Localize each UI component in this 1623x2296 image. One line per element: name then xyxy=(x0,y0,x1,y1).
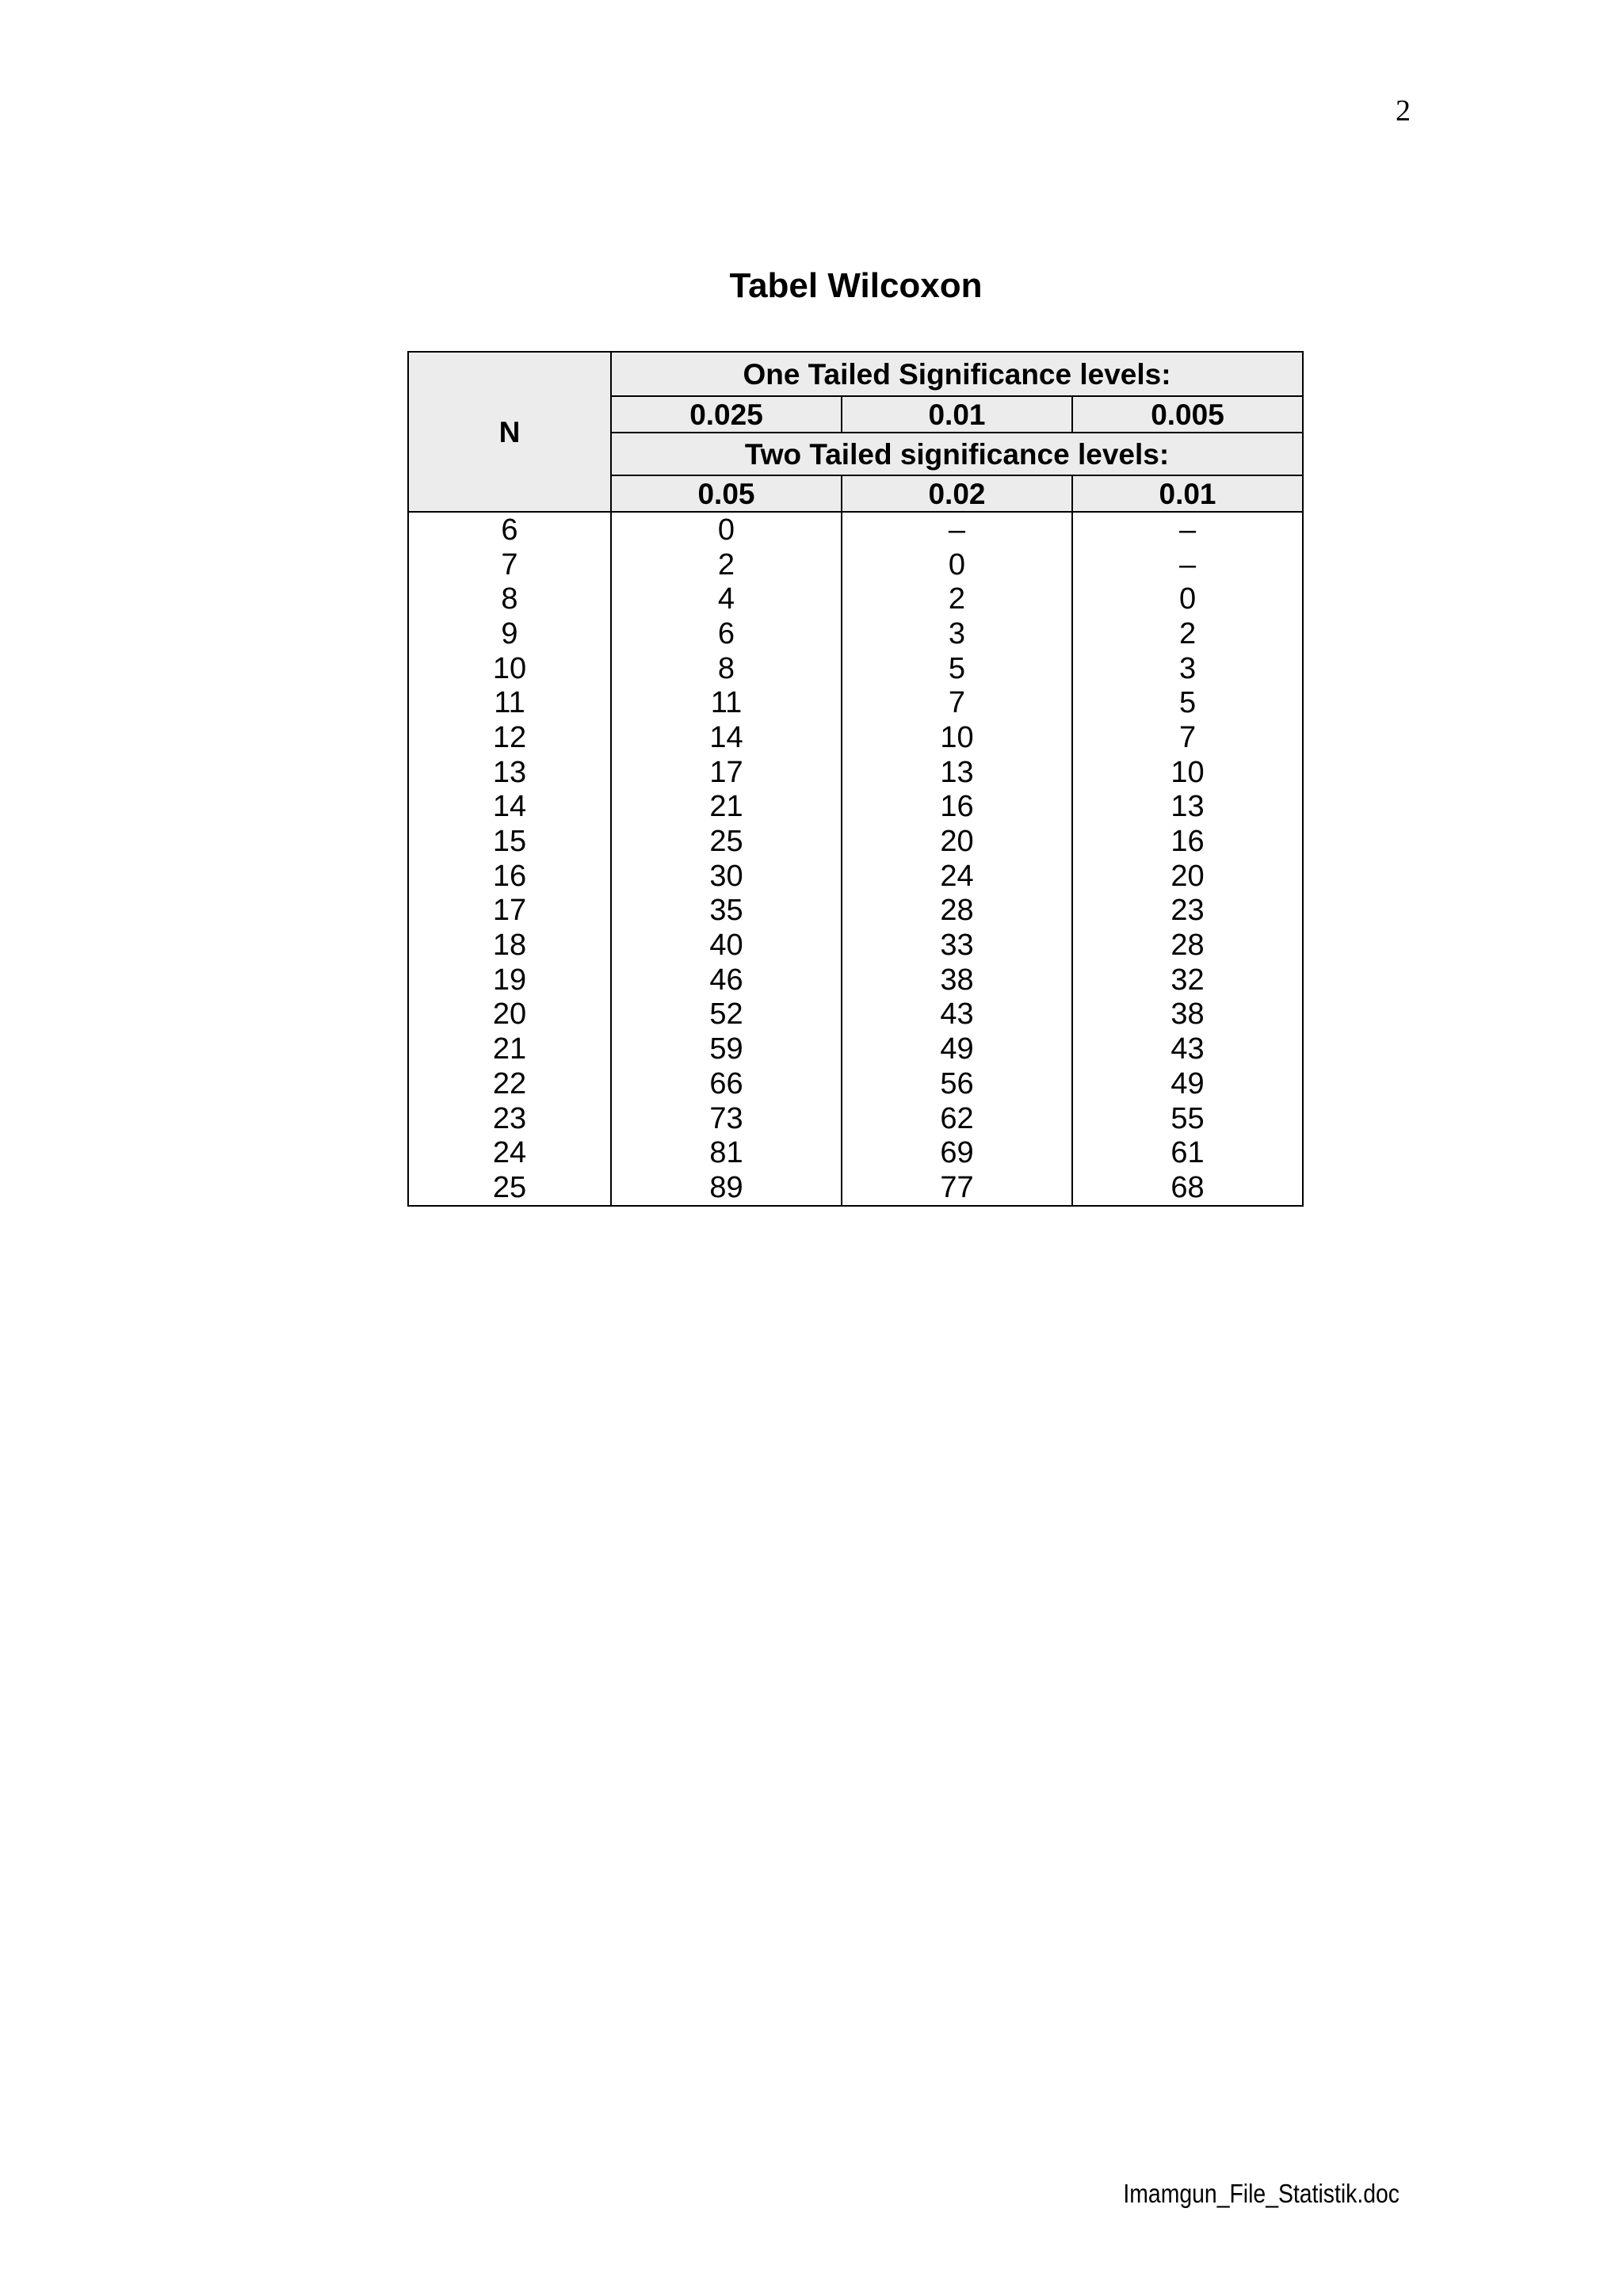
table-row xyxy=(408,616,1303,651)
cell-critical-value: 59 xyxy=(611,1032,842,1066)
cell-critical-value: 66 xyxy=(611,1066,842,1101)
cell-n: 22 xyxy=(408,1066,611,1101)
cell-critical-value: 56 xyxy=(842,1066,1072,1101)
table-row xyxy=(408,859,1303,894)
cell-critical-value: – xyxy=(842,512,1072,547)
cell-critical-value: 69 xyxy=(842,1135,1072,1170)
cell-critical-value: 43 xyxy=(1072,1032,1303,1066)
cell-critical-value: 7 xyxy=(1072,720,1303,755)
cell-critical-value: 16 xyxy=(842,790,1072,825)
cell-critical-value: 5 xyxy=(1072,685,1303,720)
cell-critical-value: 0 xyxy=(1072,582,1303,616)
table-row xyxy=(408,582,1303,616)
cell-critical-value: 28 xyxy=(1072,928,1303,963)
table-row xyxy=(408,1135,1303,1170)
cell-critical-value: 55 xyxy=(1072,1101,1303,1136)
table-body xyxy=(408,512,1303,1206)
cell-critical-value: 0 xyxy=(842,547,1072,582)
cell-n: 16 xyxy=(408,859,611,894)
cell-n: 11 xyxy=(408,685,611,720)
cell-critical-value: 30 xyxy=(611,859,842,894)
table-row xyxy=(408,651,1303,686)
cell-critical-value: 38 xyxy=(1072,997,1303,1032)
cell-critical-value: 25 xyxy=(611,824,842,859)
cell-critical-value: 0 xyxy=(611,512,842,547)
cell-critical-value: 13 xyxy=(1072,790,1303,825)
cell-n: 14 xyxy=(408,790,611,825)
cell-critical-value: 10 xyxy=(1072,755,1303,790)
cell-critical-value: 2 xyxy=(842,582,1072,616)
cell-critical-value: 28 xyxy=(842,894,1072,929)
cell-critical-value: 43 xyxy=(842,997,1072,1032)
cell-critical-value: 52 xyxy=(611,997,842,1032)
cell-n: 13 xyxy=(408,755,611,790)
two-tailed-level: 0.02 xyxy=(842,475,1072,512)
cell-critical-value: 10 xyxy=(842,720,1072,755)
table-row xyxy=(408,755,1303,790)
cell-critical-value: 23 xyxy=(1072,894,1303,929)
cell-n: 20 xyxy=(408,997,611,1032)
cell-critical-value: – xyxy=(1072,547,1303,582)
cell-n: 19 xyxy=(408,963,611,997)
cell-critical-value: – xyxy=(1072,512,1303,547)
cell-critical-value: 61 xyxy=(1072,1135,1303,1170)
cell-critical-value: 13 xyxy=(842,755,1072,790)
column-header-n: N xyxy=(408,352,611,512)
cell-n: 10 xyxy=(408,651,611,686)
cell-critical-value: 35 xyxy=(611,894,842,929)
cell-n: 6 xyxy=(408,512,611,547)
cell-critical-value: 77 xyxy=(842,1170,1072,1206)
cell-critical-value: 2 xyxy=(611,547,842,582)
cell-critical-value: 49 xyxy=(1072,1066,1303,1101)
cell-n: 23 xyxy=(408,1101,611,1136)
cell-critical-value: 3 xyxy=(842,616,1072,651)
table-row xyxy=(408,720,1303,755)
cell-n: 24 xyxy=(408,1135,611,1170)
cell-critical-value: 21 xyxy=(611,790,842,825)
table-row xyxy=(408,997,1303,1032)
one-tailed-level: 0.01 xyxy=(842,396,1072,433)
cell-critical-value: 89 xyxy=(611,1170,842,1206)
table-row xyxy=(408,685,1303,720)
table-row xyxy=(408,963,1303,997)
table-row xyxy=(408,824,1303,859)
two-tailed-level: 0.05 xyxy=(611,475,842,512)
cell-n: 17 xyxy=(408,894,611,929)
cell-critical-value: 8 xyxy=(611,651,842,686)
page-number: 2 xyxy=(1396,94,1411,128)
cell-critical-value: 14 xyxy=(611,720,842,755)
one-tailed-level: 0.025 xyxy=(611,396,842,433)
cell-critical-value: 17 xyxy=(611,755,842,790)
cell-critical-value: 40 xyxy=(611,928,842,963)
table-row xyxy=(408,512,1303,547)
one-tailed-level: 0.005 xyxy=(1072,396,1303,433)
cell-critical-value: 20 xyxy=(842,824,1072,859)
cell-critical-value: 81 xyxy=(611,1135,842,1170)
cell-critical-value: 24 xyxy=(842,859,1072,894)
table-row xyxy=(408,1101,1303,1136)
cell-critical-value: 7 xyxy=(842,685,1072,720)
cell-n: 25 xyxy=(408,1170,611,1206)
table-row xyxy=(408,790,1303,825)
cell-critical-value: 32 xyxy=(1072,963,1303,997)
cell-critical-value: 3 xyxy=(1072,651,1303,686)
table-row xyxy=(408,1066,1303,1101)
cell-n: 18 xyxy=(408,928,611,963)
cell-critical-value: 20 xyxy=(1072,859,1303,894)
cell-critical-value: 38 xyxy=(842,963,1072,997)
table-row xyxy=(408,1170,1303,1206)
table-row xyxy=(408,1032,1303,1066)
cell-n: 12 xyxy=(408,720,611,755)
cell-n: 15 xyxy=(408,824,611,859)
cell-critical-value: 2 xyxy=(1072,616,1303,651)
cell-critical-value: 4 xyxy=(611,582,842,616)
cell-critical-value: 62 xyxy=(842,1101,1072,1136)
cell-critical-value: 5 xyxy=(842,651,1072,686)
cell-critical-value: 33 xyxy=(842,928,1072,963)
cell-critical-value: 49 xyxy=(842,1032,1072,1066)
cell-critical-value: 16 xyxy=(1072,824,1303,859)
cell-critical-value: 73 xyxy=(611,1101,842,1136)
cell-n: 21 xyxy=(408,1032,611,1066)
wilcoxon-table xyxy=(407,351,1304,1207)
table-row xyxy=(408,547,1303,582)
cell-n: 9 xyxy=(408,616,611,651)
two-tailed-header: Two Tailed significance levels: xyxy=(611,433,1303,475)
cell-critical-value: 46 xyxy=(611,963,842,997)
footer-filename: Imamgun_File_Statistik.doc xyxy=(1123,2179,1400,2208)
one-tailed-header: One Tailed Significance levels: xyxy=(611,352,1303,396)
cell-n: 8 xyxy=(408,582,611,616)
cell-critical-value: 11 xyxy=(611,685,842,720)
table-row xyxy=(408,894,1303,929)
cell-critical-value: 6 xyxy=(611,616,842,651)
table-row xyxy=(408,928,1303,963)
cell-n: 7 xyxy=(408,547,611,582)
page-title: Tabel Wilcoxon xyxy=(729,266,983,305)
two-tailed-level: 0.01 xyxy=(1072,475,1303,512)
cell-critical-value: 68 xyxy=(1072,1170,1303,1206)
